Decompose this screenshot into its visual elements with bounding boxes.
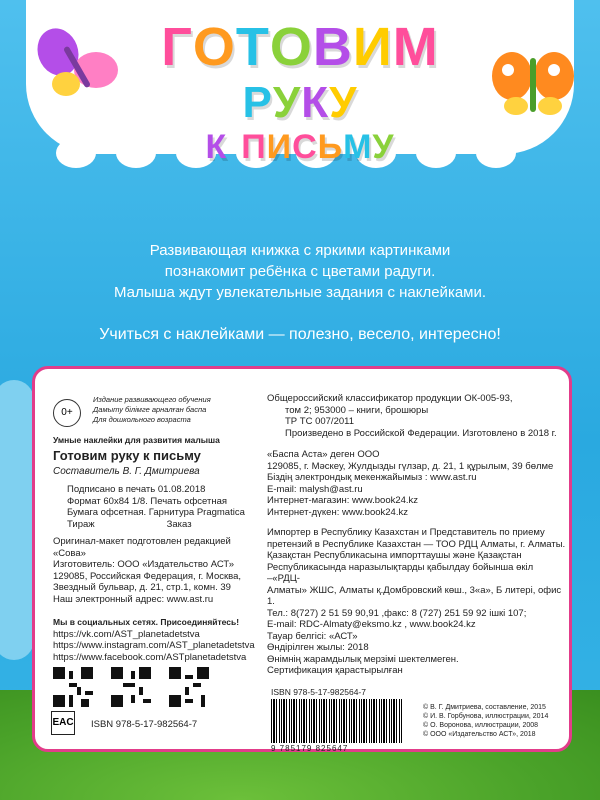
age-rating-badge: 0+ [53,399,81,427]
book-info: Умные наклейки для развития малыша Готовим руку к письму Составитель В. Г. Дмитриева Подписано в печать 01.08.2018 Формат 60х84 1/8. Печать офсетная Бумага офсетная. Гарнитура Pragmatica Тираж Заказ Оригинал-макет подготовлен редакцией «Сова» Изготовитель: ООО «Издательство АСТ» 129085, Российская Федерация, г. Москва, Звездный бульвар, д. 21, стр.1, комн. 39 Наш электронный адрес: www.ast.ru Мы в социальных сетях. Присоединяйтесь! https://vk.com/AST_planetadetstva https://www.instagram.com/AST_planetadetstva https://www.facebook.com/ASTplanetadetstva [53,435,263,663]
title-letter: С [292,128,318,166]
vk-link[interactable]: https://vk.com/AST_planetadetstva [53,628,200,640]
importer-info: Импортер в Республику Казахстан и Представитель по приему претензий в Республике Казахстан — ТОО РДЦ Алматы, г. Алматы. Қазақстан Республикасына импорттаушы және Қазақстан Республикасында наразылықтарды қабылдау бойынша өкіл –«РДЦ- Алматы» ЖШС, Алматы қ.Домбровский көш., 3«а», Б литері, офис 1. Тел.: 8(727) 2 51 59 90,91 ,факс: 8 (727) 251 59 92 ішкі 107; E-mail: RDC-Almaty@eksmo.kz , www.book24.kz Тауар белгісі: «АСТ» Өндірілген жылы: 2018 Өнімнің жарамдылық мерзімі шектелмеген. Сертификация қарастырылған [267,527,566,676]
title-letter: И [352,17,393,77]
title-letter: К [301,78,330,127]
isbn-left: ISBN 978-5-17-982564-7 [91,719,198,730]
kazakh-publisher-info: «Баспа Аста» деген ООО 129085, г. Мәскеу, Жулдызды гүлзар, д. 21, 1 құрылым, 39 бөлме Біздің электрондық мекенжайымыз : www.ast.ru E-mail: malysh@ast.ru Интернет-магазин: www.book24.kz Интернет-дүкен: www.book24.kz [267,449,554,518]
title-letter: Г [161,17,193,77]
title-letter: П [241,128,267,166]
title-line-3 [0,128,600,167]
butterfly-right-illustration [488,40,578,120]
instagram-link[interactable]: https://www.instagram.com/AST_planetadetstva [53,640,255,651]
imprint-card [32,366,572,752]
title-letter: О [269,17,313,77]
facebook-link[interactable]: https://www.facebook.com/ASTplanetadetstva [53,651,247,663]
classifier-info: Общероссийский классификатор продукции ОК-005-93, том 2; 953000 – книги, брошюры ТР ТС 007/2011 Произведено в Российской Федерации. Изготовлено в 2018 г. [267,393,557,439]
title-letter: К [205,128,228,166]
qr-code-instagram[interactable] [111,667,151,707]
title-letter: В [312,17,353,77]
barcode-digits: 9 785179 825647 [271,744,349,753]
isbn-barcode [271,699,403,743]
title-letter: М [392,17,439,77]
qr-code-facebook[interactable] [169,667,209,707]
title-letter: Ь [317,128,344,166]
copyright-info: © В. Г. Дмитриева, составление, 2015 © И. В. Горбунова, иллюстрации, 2014 © О. Воронова, иллюстрации, 2008 © ООО «Издательство АСТ», 2018 [423,704,549,738]
title-letter: Р [242,78,273,127]
edition-info: Издание развивающего обучения Дамыту білімге арналған баспа Для дошкольного возраста [93,395,211,424]
isbn-right: ISBN 978-5-17-982564-7 [271,687,366,697]
title-letter: У [372,128,395,166]
title-letter: У [272,78,302,127]
title-letter: У [329,78,358,127]
butterfly-left-illustration [36,24,120,104]
eac-mark: EAC [51,711,75,735]
title-letter: О [192,17,236,77]
title-letter: М [343,128,373,166]
qr-code-vk[interactable] [53,667,93,707]
title-letter: И [266,128,293,166]
title-letter: Т [235,17,270,77]
left-edge-cloud [0,380,34,660]
slogan: Учиться с наклейками — полезно, весело, интересно! [99,326,501,343]
description-text: Развивающая книжка с яркими картинками познакомит ребёнка с цветами радуги. Малыша ждут увлекательные задания с наклейками. [113,242,487,301]
